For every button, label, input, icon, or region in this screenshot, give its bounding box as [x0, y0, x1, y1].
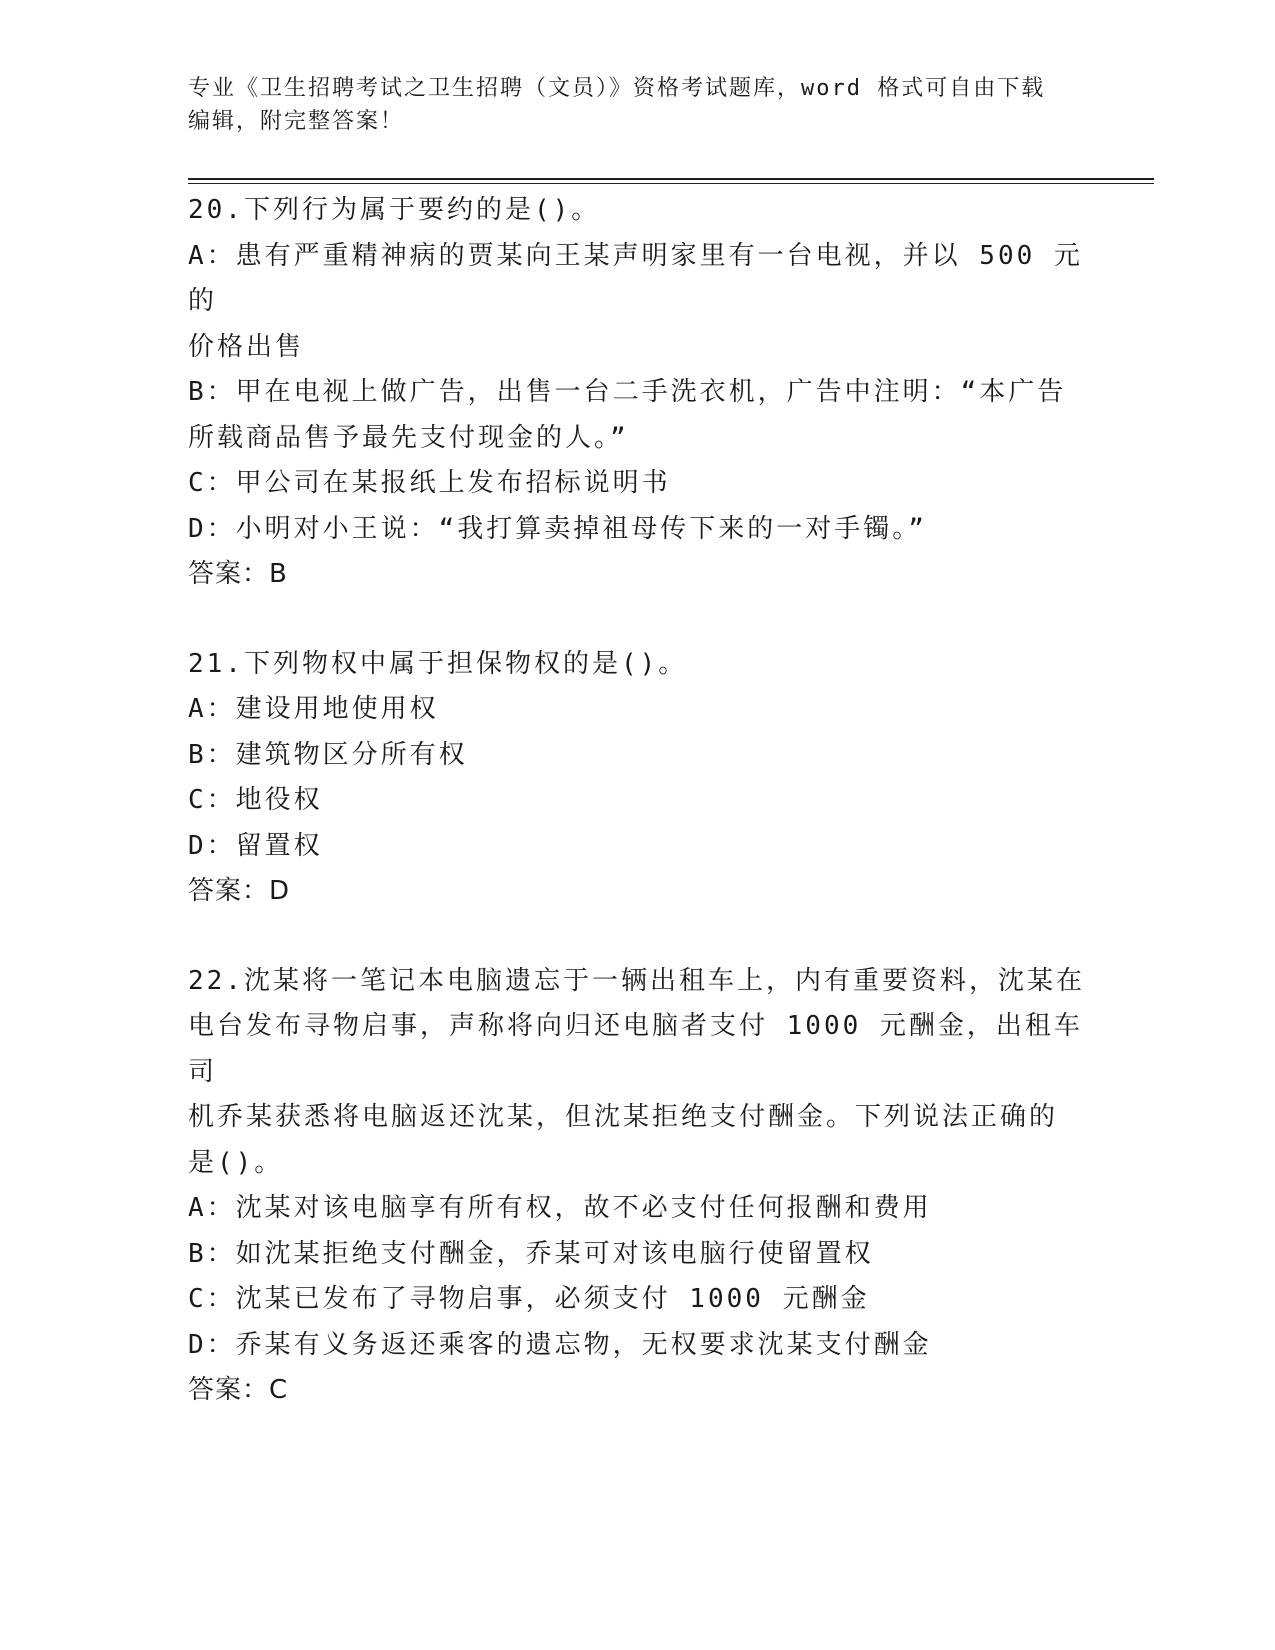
- answer-label: 答案：B: [188, 559, 288, 589]
- stem-line: 电台发布寻物启事，声称将向归还电脑者支付 1000 元酬金，出租车司: [188, 1011, 1083, 1087]
- stem-line: 22.沈某将一笔记本电脑遗忘于一辆出租车上，内有重要资料，沈某在: [188, 965, 1085, 996]
- option-a: A：建设用地使用权: [188, 694, 439, 724]
- question-stem: 20.下列行为属于要约的是()。: [188, 195, 601, 225]
- option-c: C：沈某已发布了寻物启事，必须支付 1000 元酬金: [188, 1284, 870, 1314]
- option-a: A：沈某对该电脑享有所有权，故不必支付任何报酬和费用: [188, 1193, 932, 1223]
- question-21: [188, 642, 1088, 915]
- option-line: B：甲在电视上做广告，出售一台二手洗衣机，广告中注明：“本广告: [188, 377, 1067, 407]
- stem-line: 机乔某获悉将电脑返还沈某，但沈某拒绝支付酬金。下列说法正确的: [188, 1102, 1059, 1132]
- option-b: B：建筑物区分所有权: [188, 739, 468, 770]
- option-line: 价格出售: [188, 331, 305, 362]
- header-rule-thick: [188, 178, 1154, 180]
- option-c: C：地役权: [188, 785, 323, 815]
- question-list: [188, 188, 1088, 1458]
- option-d: D：留置权: [188, 830, 323, 861]
- answer-label: 答案：C: [188, 1375, 289, 1405]
- stem-line: 是()。: [188, 1147, 284, 1178]
- option-d: D：乔某有义务返还乘客的遗忘物，无权要求沈某支付酬金: [188, 1329, 932, 1360]
- option-b: [188, 370, 1088, 461]
- question-20: [188, 188, 1088, 598]
- question-22: [188, 959, 1088, 1414]
- header-rule-thin: [188, 183, 1154, 184]
- document-header: [188, 72, 1088, 138]
- option-d: D：小明对小王说：“我打算卖掉祖母传下来的一对手镯。”: [188, 513, 927, 544]
- header-line-1: 专业《卫生招聘考试之卫生招聘（文员）》资格考试题库，word 格式可自由下载: [188, 76, 1046, 101]
- option-c: C：甲公司在某报纸上发布招标说明书: [188, 468, 671, 498]
- option-b: B：如沈某拒绝支付酬金，乔某可对该电脑行使留置权: [188, 1238, 874, 1269]
- option-line: A：患有严重精神病的贾某向王某声明家里有一台电视，并以 500 元的: [188, 240, 1083, 316]
- option-line: 所载商品售予最先支付现金的人。”: [188, 422, 629, 453]
- question-stem: 21.下列物权中属于担保物权的是()。: [188, 648, 688, 679]
- answer-label: 答案：D: [188, 876, 291, 906]
- question-stem: [188, 959, 1088, 1187]
- header-line-2: 编辑，附完整答案！: [188, 109, 405, 134]
- option-a: [188, 234, 1088, 371]
